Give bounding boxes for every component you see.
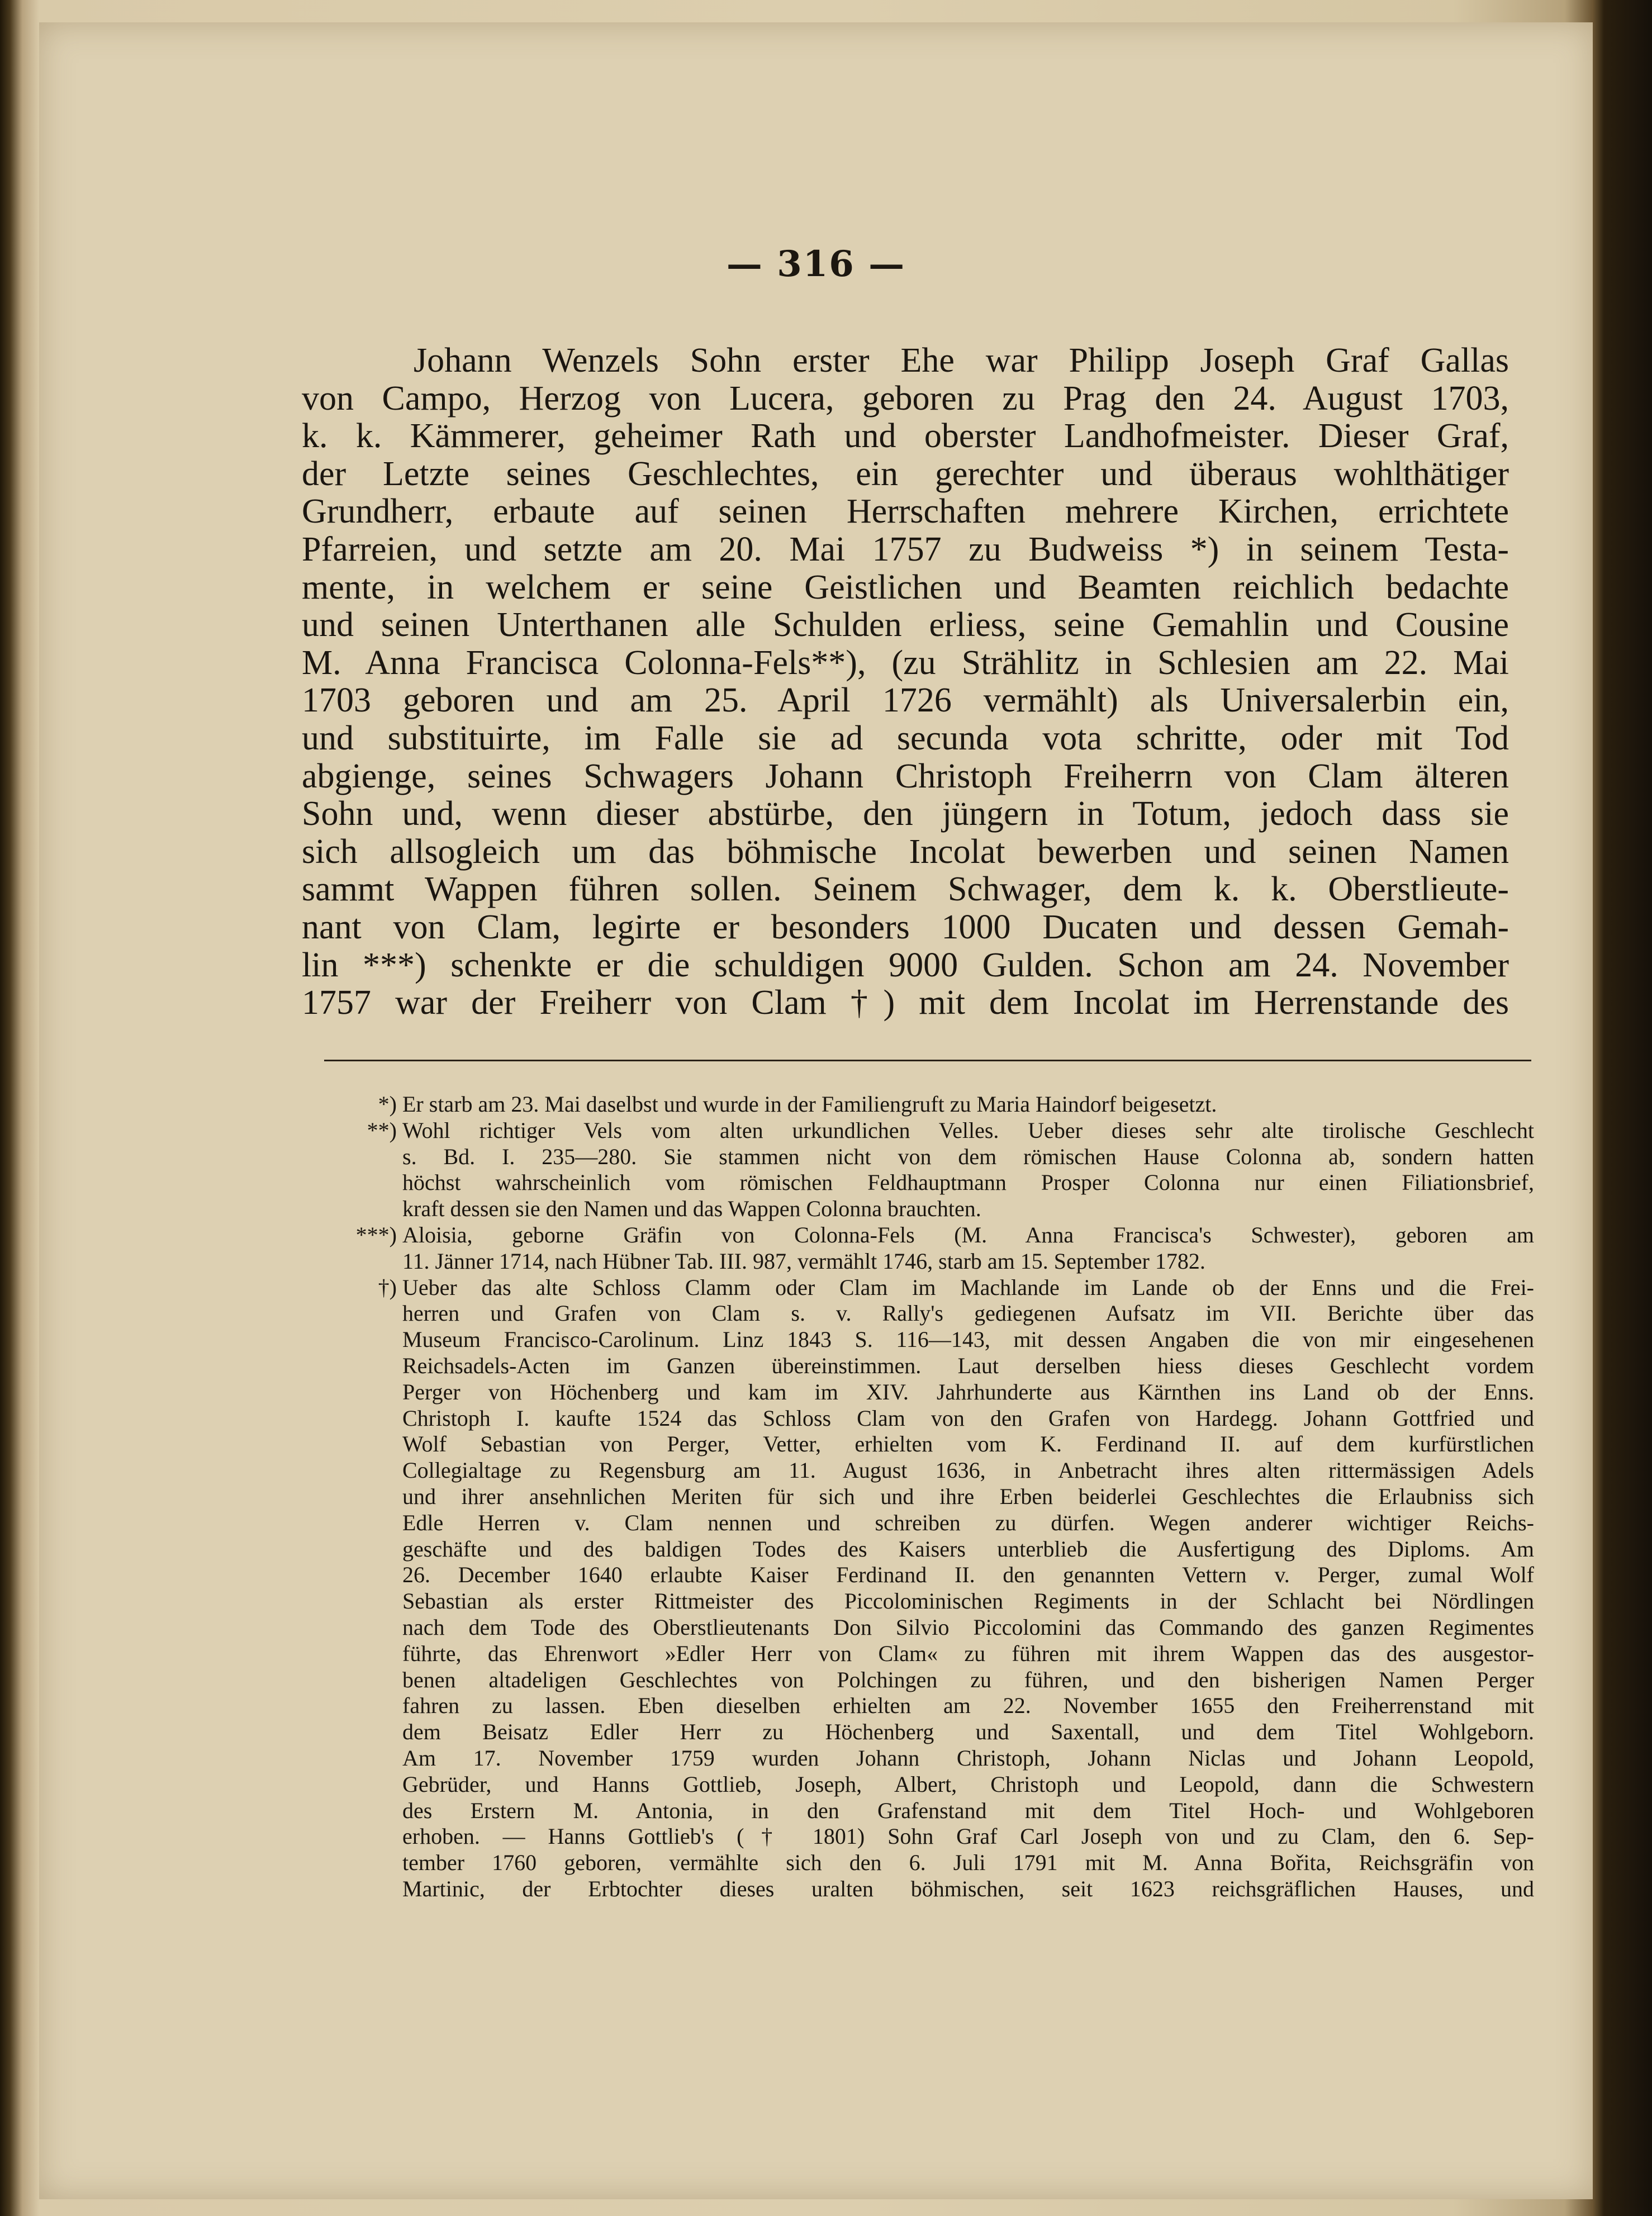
footnote-line: Collegialtage zu Regensburg am 11. August 1636, in Anbetracht ihres alten rittermässigen Adels: [402, 1458, 1534, 1483]
footnote-line: geschäfte und des baldigen Todes des Kaisers unterblieb die Ausfertigung des Diploms. Am: [402, 1536, 1534, 1562]
footnote-line: dem Beisatz Edler Herr zu Höchenberg und Saxentall, und dem Titel Wohlgeborn.: [402, 1719, 1534, 1745]
main-text-line: der Letzte seines Geschlechtes, ein gerechter und überaus wohlthätiger: [302, 454, 1509, 493]
footnote-line: Am 17. November 1759 wurden Johann Christoph, Johann Niclas und Johann Leopold,: [402, 1745, 1534, 1771]
footnote-line: 11. Jänner 1714, nach Hübner Tab. III. 987, vermählt 1746, starb am 15. September 1782.: [402, 1248, 1205, 1274]
footnote-line: Reichsadels-Acten im Ganzen übereinstimmen. Laut derselben hiess dieses Geschlecht vordem: [402, 1353, 1534, 1378]
footnote-line: Ueber das alte Schloss Clamm oder Clam im Machlande im Lande ob der Enns und die Frei-: [402, 1274, 1534, 1300]
main-text-line: Pfarreien, und setzte am 20. Mai 1757 zu Budweiss *) in seinem Testa-: [302, 530, 1509, 568]
footnote-line: Edle Herren v. Clam nennen und schreiben zu dürfen. Wegen anderer wichtiger Reichs-: [402, 1510, 1534, 1535]
footnote-line: und ihrer ansehnlichen Meriten für sich und ihre Erben beiderlei Geschlechtes die Erlaubniss sich: [402, 1483, 1534, 1509]
main-text-line: Grundherr, erbaute auf seinen Herrschaften mehrere Kirchen, errichtete: [302, 492, 1509, 531]
main-text-line: Johann Wenzels Sohn erster Ehe war Philipp Joseph Graf Gallas: [414, 341, 1509, 379]
footnote-line: Er starb am 23. Mai daselbst und wurde in der Familiengruft zu Maria Haindorf beigesetzt.: [402, 1092, 1217, 1117]
main-text-line: Sohn und, wenn dieser abstürbe, den jüngern in Totum, jedoch dass sie: [302, 795, 1509, 833]
main-text-block: [302, 342, 1509, 1022]
footnote-2: [333, 1118, 1534, 1222]
book-page: [39, 22, 1593, 2199]
main-text-line: und seinen Unterthanen alle Schulden erliess, seine Gemahlin und Cousine: [302, 606, 1509, 644]
footnote-line: Wohl richtiger Vels vom alten urkundlichen Velles. Ueber dieses sehr alte tirolische Geschlecht: [402, 1117, 1534, 1143]
footnote-line: kraft dessen sie den Namen und das Wappen Colonna brauchten.: [402, 1196, 981, 1222]
main-text-line: mente, in welchem er seine Geistlichen und Beamten reichlich bedachte: [302, 568, 1509, 606]
footnote-line: des Erstern M. Antonia, in den Grafenstand mit dem Titel Hoch- und Wohlgeboren: [402, 1797, 1534, 1823]
main-text-line: M. Anna Francisca Colonna-Fels**), (zu Strählitz in Schlesien am 22. Mai: [302, 643, 1509, 682]
footnote-line: Martinic, der Erbtochter dieses uralten böhmischen, seit 1623 reichsgräflichen Hauses, und: [402, 1876, 1534, 1901]
footnote-1: [333, 1092, 1534, 1118]
footnotes-block: [333, 1092, 1534, 1902]
footnote-line: 26. December 1640 erlaubte Kaiser Ferdinand II. den genannten Vettern v. Perger, zumal Wolf: [402, 1562, 1534, 1588]
footnote-3: [333, 1222, 1534, 1275]
main-text-line: 1703 geboren und am 25. April 1726 vermählt) als Universalerbin ein,: [302, 681, 1509, 720]
footnote-line: nach dem Tode des Oberstlieutenants Don Silvio Piccolomini das Commando des ganzen Regimentes: [402, 1614, 1534, 1640]
footnote-separator: [324, 1060, 1531, 1061]
footnote-line: erhoben. — Hanns Gottlieb's († 1801) Sohn Graf Carl Joseph von und zu Clam, den 6. Sep-: [402, 1824, 1534, 1849]
footnote-line: Wolf Sebastian von Perger, Vetter, erhielten vom K. Ferdinand II. auf dem kurfürstlichen: [402, 1431, 1534, 1457]
footnote-line: Sebastian als erster Rittmeister des Piccolominischen Regiments in der Schlacht bei Nördlingen: [402, 1588, 1534, 1614]
footnote-line: Museum Francisco-Carolinum. Linz 1843 S. 116—143, mit dessen Angaben die von mir eingesehenen: [402, 1327, 1534, 1353]
footnote-line: Christoph I. kaufte 1524 das Schloss Clam von den Grafen von Hardegg. Johann Gottfried und: [402, 1405, 1534, 1431]
main-text-line: abgienge, seines Schwagers Johann Christoph Freiherrn von Clam älteren: [302, 757, 1509, 795]
footnote-marker: *): [378, 1092, 397, 1117]
footnote-line: herren und Grafen von Clam s. v. Rally's gediegenen Aufsatz im VII. Berichte über das: [402, 1301, 1534, 1326]
main-text-line: sammt Wappen führen sollen. Seinem Schwager, dem k. k. Oberstlieute-: [302, 870, 1509, 909]
main-text-line: nant von Clam, legirte er besonders 1000 Ducaten und dessen Gemah-: [302, 908, 1509, 946]
footnote-line: s. Bd. I. 235—280. Sie stammen nicht von dem römischen Hause Colonna ab, sondern hatten: [402, 1143, 1534, 1169]
footnote-line: Perger von Höchenberg und kam im XIV. Jahrhunderte aus Kärnthen ins Land ob der Enns.: [402, 1379, 1534, 1404]
main-text-line: 1757 war der Freiherr von Clam †) mit dem Incolat im Herrenstande des: [302, 984, 1509, 1022]
main-text-line: sich allsogleich um das böhmische Incolat bewerben und seinen Namen: [302, 832, 1509, 871]
footnote-line: benen altadeligen Geschlechtes von Polchingen zu führen, und den bisherigen Namen Perger: [402, 1667, 1534, 1692]
footnote-marker: †): [378, 1274, 397, 1300]
page-number: — 316 —: [726, 243, 906, 285]
main-text-line: von Campo, Herzog von Lucera, geboren zu Prag den 24. August 1703,: [302, 379, 1509, 417]
main-text-line: und substituirte, im Falle sie ad secunda vota schritte, oder mit Tod: [302, 719, 1509, 757]
footnote-4: [333, 1275, 1534, 1902]
main-text-line: k. k. Kämmerer, geheimer Rath und oberster Landhofmeister. Dieser Graf,: [302, 417, 1509, 455]
footnote-line: führte, das Ehrenwort »Edler Herr von Clam« zu führen mit ihrem Wappen das des ausgestor-: [402, 1640, 1534, 1666]
footnote-line: höchst wahrscheinlich vom römischen Feldhauptmann Prosper Colonna nur einen Filiationsbrief,: [402, 1170, 1534, 1195]
footnote-marker: **): [367, 1117, 397, 1143]
footnote-marker: ***): [355, 1222, 397, 1247]
footnote-line: tember 1760 geboren, vermählte sich den 6. Juli 1791 mit M. Anna Bořita, Reichsgräfin von: [402, 1850, 1534, 1876]
main-text-line: lin ***) schenkte er die schuldigen 9000 Gulden. Schon am 24. November: [302, 946, 1509, 984]
footnote-line: fahren zu lassen. Eben dieselben erhielten am 22. November 1655 den Freiherrenstand mit: [402, 1693, 1534, 1719]
footnote-line: Aloisia, geborne Gräfin von Colonna-Fels (M. Anna Francisca's Schwester), geboren am: [402, 1222, 1534, 1247]
footnote-line: Gebrüder, und Hanns Gottlieb, Joseph, Albert, Christoph und Leopold, dann die Schwestern: [402, 1771, 1534, 1797]
